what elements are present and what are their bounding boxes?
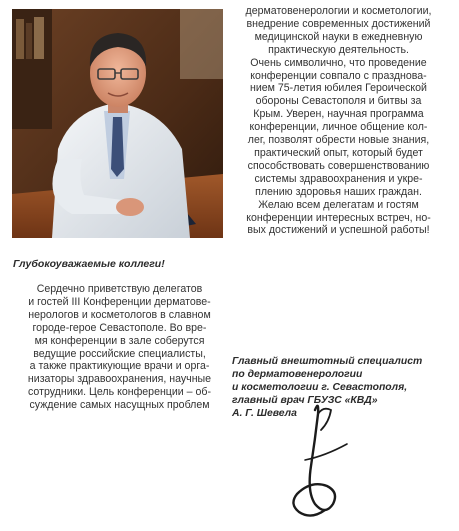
text-line: обороны Севастополя и битвы за: [255, 95, 422, 108]
text-line: медицинской науки в ежедневную: [254, 30, 423, 43]
signature-line: главный врач ГБУЗС «КВД»: [232, 395, 378, 406]
text-line: нерологов и косметологов в славном: [28, 308, 211, 321]
text-line: нием 75-летия юбилея Героической: [250, 82, 427, 95]
text-line: практическую деятельность.: [268, 43, 409, 56]
text-line: Очень символично, что проведение: [250, 56, 427, 69]
text-line: суждение самых насущных проблем: [29, 399, 210, 412]
text-line: вых достижений и успешной работы!: [247, 224, 430, 237]
text-line: лег, позволят обрести новые знания,: [247, 134, 430, 147]
text-line: дерматовенерологии и косметологии,: [245, 5, 432, 17]
text-line: способствовать совершенствованию: [247, 159, 430, 172]
text-line: Крым. Уверен, научная программа: [253, 108, 424, 121]
text-line: Сердечно приветствую делегатов: [36, 283, 203, 295]
text-line: конференции совпало с празднова-: [250, 69, 427, 82]
letter-body-left: [13, 283, 226, 412]
text-line: плению здоровья наших граждан.: [255, 185, 422, 198]
text-line: ведущие российские специалисты,: [33, 347, 206, 360]
text-line: внедрение современных достижений: [246, 17, 431, 30]
signature-line: по дерматовенерологии: [232, 369, 363, 380]
signature-name: А. Г. Шевела: [232, 408, 297, 419]
text-line: и гостей III Конференции дерматове-: [28, 295, 211, 308]
text-line: практический опыт, который будет: [254, 146, 423, 159]
text-line: а также практикующие врачи и орга-: [29, 360, 210, 373]
signature-line: и косметологии г. Севастополя,: [232, 382, 408, 393]
letter-body-right: [231, 5, 446, 237]
text-line: конференции, личное общение кол-: [249, 121, 428, 134]
text-line: городе-герое Севастополе. Во вре-: [32, 321, 207, 334]
text-line: Желаю всем делегатам и гостям: [258, 198, 419, 211]
text-line: сотрудники. Цель конференции – об-: [28, 386, 211, 399]
greeting-heading: Глубокоуважаемые коллеги!: [13, 258, 165, 270]
text-line: мя конференции в зале соберутся: [34, 334, 205, 347]
signature-line: Главный внештотный специалист: [232, 356, 423, 367]
text-line: конференции интересных встреч, но-: [246, 211, 431, 224]
handwritten-signature: [285, 400, 365, 528]
text-line: низаторы здравоохранения, научные: [27, 373, 212, 386]
text-line: системы здравоохранения и укре-: [254, 172, 423, 185]
portrait-photo: [12, 9, 223, 238]
